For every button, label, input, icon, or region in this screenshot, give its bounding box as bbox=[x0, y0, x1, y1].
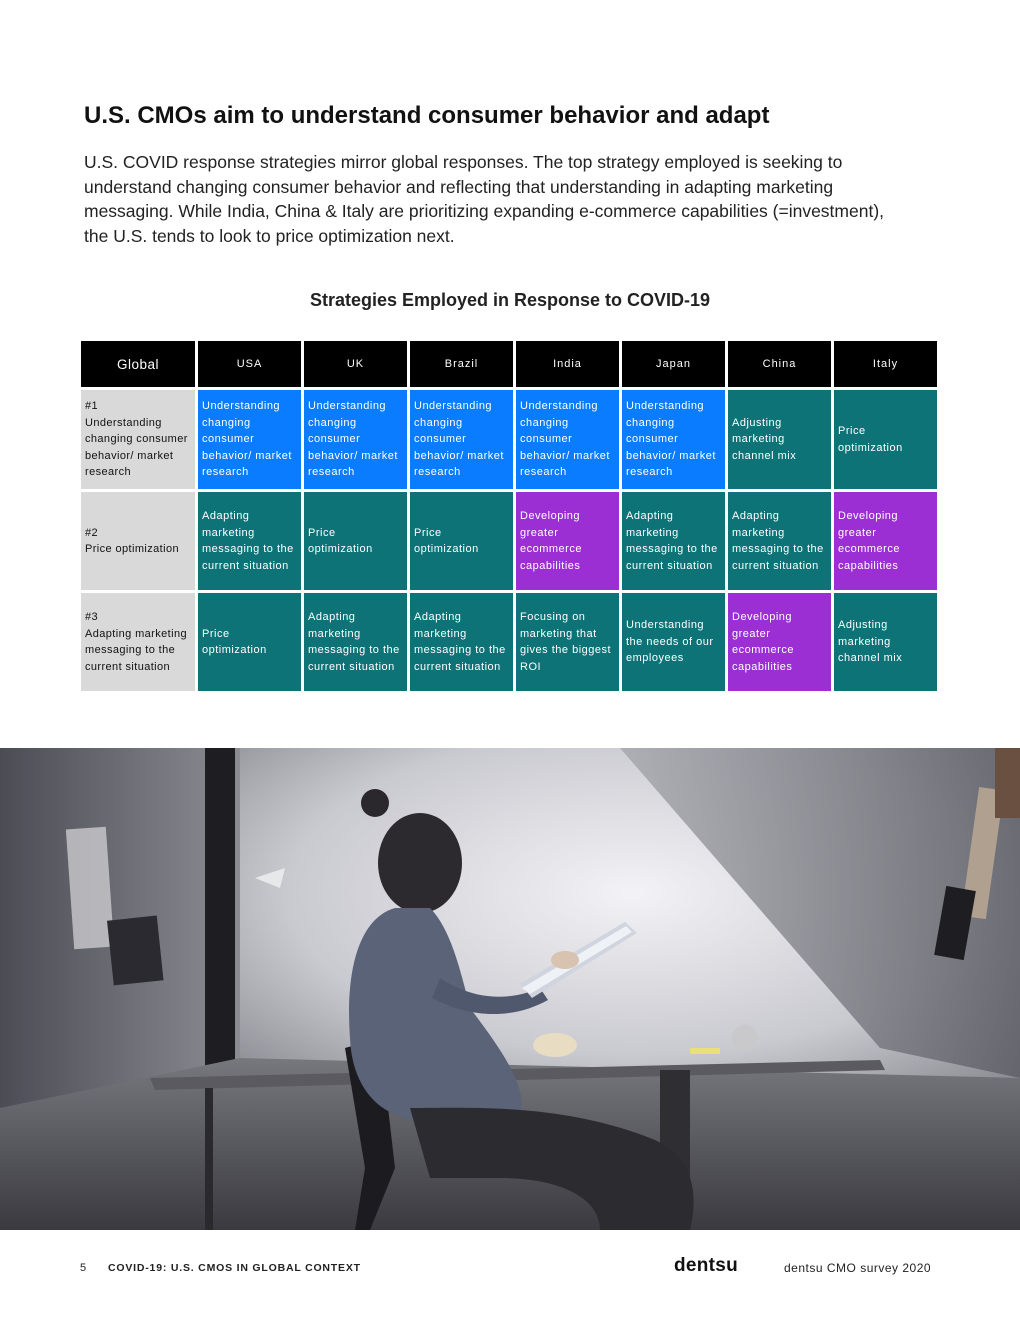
rank-label: #2 bbox=[85, 526, 99, 539]
photo-illustration bbox=[0, 748, 1020, 1230]
cell-japan-3 bbox=[622, 593, 725, 691]
survey-label: dentsu CMO survey 2020 bbox=[784, 1261, 932, 1275]
intro-paragraph: U.S. COVID response strategies mirror global responses. The top strategy employed is seeking to understand changing consumer behavior and reflecting that understanding in adapting marketing messaging. While India, China & Italy are prioritizing expanding e-commerce capabilities (=investment), the U.S. tends to look to price optimization next. bbox=[84, 152, 885, 246]
cell-italy-3 bbox=[834, 593, 937, 691]
cell-usa-2 bbox=[198, 492, 301, 590]
cell-text: Adapting marketing messaging to the current situation bbox=[414, 611, 506, 673]
cell-text: Focusing on marketing that gives the biggest ROI bbox=[520, 611, 612, 673]
global-rank-2-cell bbox=[81, 492, 195, 590]
cell-italy-1 bbox=[834, 390, 937, 489]
cell-text: Understanding changing consumer behavior/ market research bbox=[520, 400, 610, 479]
woman-with-tablet-photo bbox=[0, 748, 1020, 1230]
cell-brazil-2 bbox=[410, 492, 513, 590]
header-usa: USA bbox=[198, 341, 301, 387]
cell-text: Price optimization bbox=[414, 526, 479, 555]
header-brazil: Brazil bbox=[410, 341, 513, 387]
cell-china-3 bbox=[728, 593, 831, 691]
header-global: Global bbox=[81, 341, 195, 387]
cell-india-2 bbox=[516, 492, 619, 590]
cell-text: Developing greater ecommerce capabilities bbox=[838, 510, 900, 572]
cell-text: Price optimization bbox=[838, 425, 903, 454]
cell-text: Adapting marketing messaging to the current situation bbox=[308, 611, 400, 673]
page-number: 5 bbox=[80, 1262, 87, 1274]
header-india: India bbox=[516, 341, 619, 387]
cell-china-2 bbox=[728, 492, 831, 590]
cell-text: Adapting marketing messaging to the current situation bbox=[626, 510, 718, 572]
rank-label: #1 bbox=[85, 400, 99, 413]
footer-section-title: COVID-19: U.S. CMOS IN GLOBAL CONTEXT bbox=[108, 1262, 361, 1274]
cell-italy-2 bbox=[834, 492, 937, 590]
cell-text: Understanding changing consumer behavior/ market research bbox=[626, 400, 716, 479]
cell-usa-1 bbox=[198, 390, 301, 489]
cell-text: Understanding changing consumer behavior/ market research bbox=[202, 400, 292, 479]
dentsu-logo: dentsu bbox=[674, 1255, 739, 1276]
global-strategy: Price optimization bbox=[85, 543, 180, 555]
cell-text: Adapting marketing messaging to the current situation bbox=[202, 510, 294, 572]
rank-label: #3 bbox=[85, 611, 99, 623]
cell-usa-3 bbox=[198, 593, 301, 691]
cell-text: Developing greater ecommerce capabilities bbox=[732, 611, 794, 673]
global-strategy: Understanding changing consumer behavior/ market research bbox=[85, 416, 188, 479]
cell-brazil-1 bbox=[410, 390, 513, 489]
table-title: Strategies Employed in Response to COVID-19 bbox=[309, 290, 711, 310]
cell-china-1 bbox=[728, 390, 831, 489]
cell-text: Understanding changing consumer behavior/ market research bbox=[414, 400, 504, 479]
cell-text: Adapting marketing messaging to the current situation bbox=[732, 510, 824, 572]
cell-india-1 bbox=[516, 390, 619, 489]
header-china: China bbox=[728, 341, 831, 387]
cell-text: Developing greater ecommerce capabilities bbox=[520, 510, 582, 572]
cell-japan-2 bbox=[622, 492, 725, 590]
strategies-table bbox=[81, 341, 937, 691]
cell-uk-2 bbox=[304, 492, 407, 590]
cell-text: Understanding the needs of our employees bbox=[626, 619, 714, 665]
global-rank-3-cell bbox=[81, 593, 195, 691]
cell-text: Adjusting marketing channel mix bbox=[732, 416, 797, 462]
cell-uk-1 bbox=[304, 390, 407, 489]
cell-text: Understanding changing consumer behavior/ market research bbox=[308, 400, 398, 479]
page-heading: U.S. CMOs aim to understand consumer behavior and adapt bbox=[84, 102, 770, 129]
cell-text: Price optimization bbox=[202, 627, 267, 656]
cell-india-3 bbox=[516, 593, 619, 691]
cell-text: Price optimization bbox=[308, 526, 373, 555]
cell-brazil-3 bbox=[410, 593, 513, 691]
header-japan: Japan bbox=[622, 341, 725, 387]
global-rank-1-cell bbox=[81, 390, 195, 489]
cell-text: Adjusting marketing channel mix bbox=[838, 619, 903, 665]
header-italy: Italy bbox=[834, 341, 937, 387]
header-uk: UK bbox=[304, 341, 407, 387]
cell-japan-1 bbox=[622, 390, 725, 489]
global-strategy: Adapting marketing messaging to the current situation bbox=[85, 627, 187, 673]
cell-uk-3 bbox=[304, 593, 407, 691]
